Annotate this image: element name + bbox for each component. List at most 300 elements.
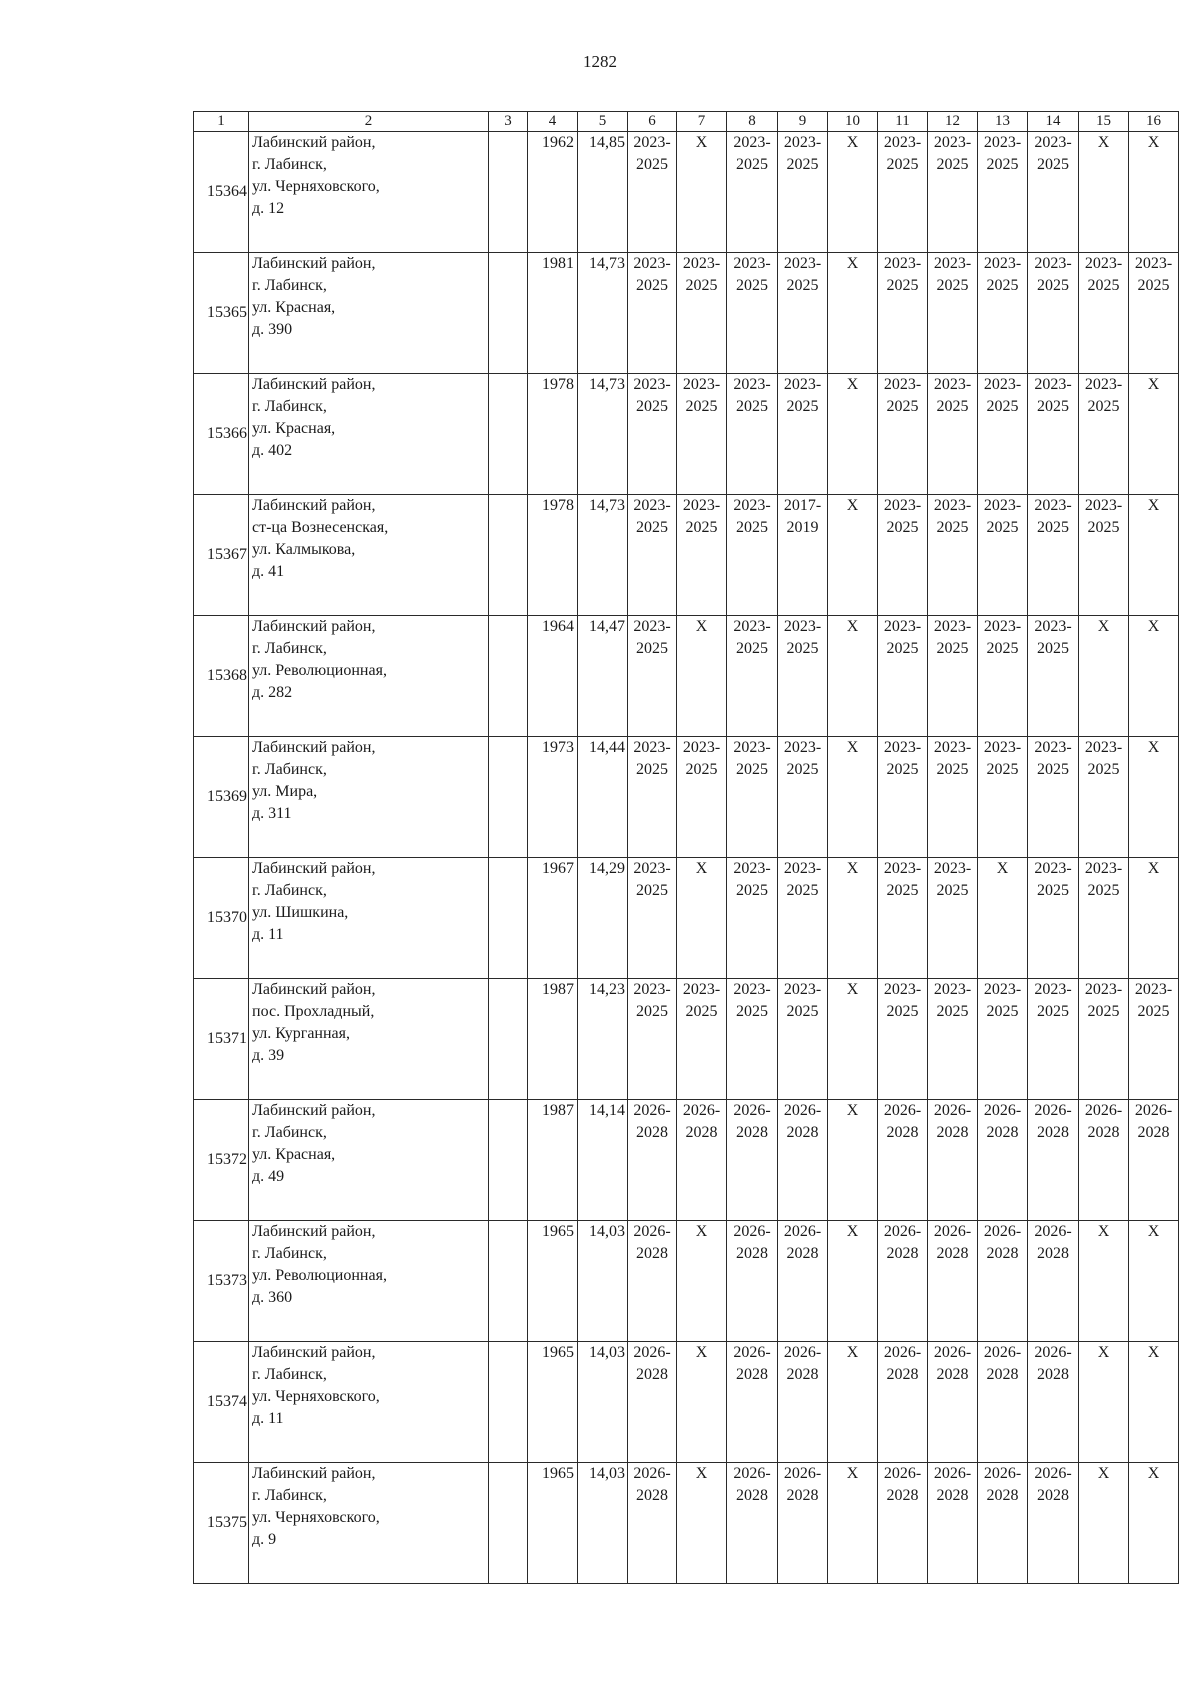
column-header: 2 xyxy=(249,112,489,132)
empty-cell xyxy=(489,1463,528,1584)
period-text: 2026- xyxy=(733,1344,771,1361)
period-cell xyxy=(1079,374,1129,495)
period-text: 2028 xyxy=(886,1366,919,1383)
period-cell xyxy=(1129,1463,1179,1584)
period-text: 2023- xyxy=(733,255,771,272)
address-cell xyxy=(249,1342,489,1463)
period-text: 2023- xyxy=(1084,497,1123,514)
period-cell xyxy=(778,1342,828,1463)
period-cell xyxy=(1079,737,1129,858)
period-text: 2025 xyxy=(936,761,969,778)
period-text: 2023- xyxy=(933,255,972,272)
period-cell xyxy=(677,495,727,616)
period-cell xyxy=(1129,979,1179,1100)
period-cell xyxy=(677,1100,727,1221)
period-text: 2025 xyxy=(936,398,969,415)
period-cell xyxy=(1028,1100,1079,1221)
period-text: 2023- xyxy=(733,497,771,514)
period-cell xyxy=(1079,616,1129,737)
period-cell xyxy=(1129,132,1179,253)
period-text: X xyxy=(846,860,859,877)
period-cell xyxy=(778,737,828,858)
period-text: 2023- xyxy=(1034,376,1072,393)
value-cell: 14,03 xyxy=(578,1463,628,1584)
period-text: 2025 xyxy=(736,1003,768,1020)
period-text: 2025 xyxy=(936,277,969,294)
period-text: 2025 xyxy=(685,277,718,294)
period-cell xyxy=(928,253,978,374)
period-text: 2028 xyxy=(936,1487,969,1504)
period-cell xyxy=(1129,1100,1179,1221)
period-text: X xyxy=(846,1465,859,1482)
period-cell xyxy=(677,858,727,979)
period-cell xyxy=(928,374,978,495)
period-text: 2023- xyxy=(733,981,771,998)
period-text: X xyxy=(695,1465,708,1482)
period-cell xyxy=(628,495,677,616)
period-text: 2025 xyxy=(1087,519,1120,536)
period-cell xyxy=(1028,1463,1079,1584)
period-cell xyxy=(928,132,978,253)
period-cell xyxy=(677,979,727,1100)
period-text: 2023- xyxy=(1134,255,1173,272)
period-cell xyxy=(778,979,828,1100)
column-header: 16 xyxy=(1129,112,1179,132)
period-cell xyxy=(828,858,878,979)
period-cell xyxy=(1079,979,1129,1100)
period-cell xyxy=(878,132,928,253)
period-text: 2028 xyxy=(1037,1366,1069,1383)
period-text: X xyxy=(846,255,859,272)
period-cell xyxy=(1079,1100,1129,1221)
period-cell xyxy=(1129,495,1179,616)
period-text: 2023- xyxy=(983,618,1022,635)
year-cell: 1973 xyxy=(528,737,578,858)
period-cell xyxy=(1129,616,1179,737)
period-text: 2023- xyxy=(883,981,922,998)
period-text: X xyxy=(1147,1223,1160,1240)
period-text: 2023- xyxy=(633,860,671,877)
page-number: 1282 xyxy=(583,52,617,71)
address-line: ул. Черняховского, xyxy=(252,1388,380,1405)
period-text: 2028 xyxy=(1037,1124,1069,1141)
period-text: 2026- xyxy=(783,1465,822,1482)
period-text: 2025 xyxy=(736,519,768,536)
address-line: пос. Прохладный, xyxy=(252,1003,375,1020)
address-line: Лабинский район, xyxy=(252,981,376,998)
period-text: X xyxy=(846,1344,859,1361)
period-text: 2025 xyxy=(736,156,768,173)
period-cell xyxy=(628,374,677,495)
period-text: 2023- xyxy=(933,497,972,514)
column-header: 5 xyxy=(578,112,628,132)
empty-cell xyxy=(489,979,528,1100)
period-text: 2023- xyxy=(883,376,922,393)
period-text: 2025 xyxy=(886,761,919,778)
column-header: 7 xyxy=(677,112,727,132)
period-text: 2023- xyxy=(983,739,1022,756)
period-cell xyxy=(928,737,978,858)
period-text: 2023- xyxy=(933,134,972,151)
period-text: 2023- xyxy=(733,376,771,393)
period-cell xyxy=(1079,495,1129,616)
column-header: 1 xyxy=(194,112,249,132)
empty-cell xyxy=(489,495,528,616)
row-number: 15364 xyxy=(194,132,249,253)
period-cell xyxy=(1079,858,1129,979)
row-number: 15374 xyxy=(194,1342,249,1463)
row-number: 15372 xyxy=(194,1100,249,1221)
address-line: д. 311 xyxy=(252,805,292,822)
period-cell xyxy=(828,616,878,737)
period-text: 2025 xyxy=(1037,761,1069,778)
period-text: 2025 xyxy=(1037,398,1069,415)
value-cell: 14,73 xyxy=(578,495,628,616)
period-text: 2028 xyxy=(986,1366,1019,1383)
value-cell: 14,44 xyxy=(578,737,628,858)
period-cell xyxy=(677,1221,727,1342)
period-text: 2023- xyxy=(633,739,671,756)
period-text: 2026- xyxy=(1134,1102,1173,1119)
period-text: X xyxy=(1147,134,1160,151)
period-cell xyxy=(1028,1221,1079,1342)
value-cell: 14,47 xyxy=(578,616,628,737)
period-text: 2023- xyxy=(682,376,721,393)
period-text: 2026- xyxy=(783,1102,822,1119)
table-row xyxy=(194,616,1179,737)
period-text: 2028 xyxy=(786,1245,819,1262)
period-text: X xyxy=(846,618,859,635)
address-line: Лабинский район, xyxy=(252,497,376,514)
period-text: 2028 xyxy=(786,1124,819,1141)
period-cell xyxy=(727,616,778,737)
period-text: 2023- xyxy=(633,981,671,998)
address-line: ул. Мира, xyxy=(252,783,318,800)
empty-cell xyxy=(489,1100,528,1221)
period-text: 2026- xyxy=(933,1102,972,1119)
address-line: г. Лабинск, xyxy=(252,761,327,778)
period-text: 2023- xyxy=(682,739,721,756)
year-cell: 1978 xyxy=(528,495,578,616)
period-text: 2026- xyxy=(983,1465,1022,1482)
period-text: 2025 xyxy=(1037,519,1069,536)
period-text: 2025 xyxy=(736,398,768,415)
period-text: X xyxy=(1097,134,1110,151)
period-text: 2025 xyxy=(986,156,1019,173)
period-text: 2025 xyxy=(936,882,969,899)
period-text: X xyxy=(695,134,708,151)
period-cell xyxy=(828,1463,878,1584)
period-text: X xyxy=(695,1344,708,1361)
period-text: 2025 xyxy=(685,398,718,415)
period-cell xyxy=(828,374,878,495)
address-line: д. 360 xyxy=(252,1289,293,1306)
period-text: 2025 xyxy=(636,398,668,415)
address-line: д. 282 xyxy=(252,684,293,701)
period-text: 2025 xyxy=(986,398,1019,415)
period-text: 2026- xyxy=(883,1344,922,1361)
period-cell xyxy=(978,858,1028,979)
period-cell xyxy=(1028,858,1079,979)
address-line: ул. Черняховского, xyxy=(252,178,380,195)
period-text: 2023- xyxy=(933,981,972,998)
period-cell xyxy=(828,1221,878,1342)
period-text: 2025 xyxy=(986,277,1019,294)
period-text: 2023- xyxy=(933,860,972,877)
period-cell xyxy=(1028,979,1079,1100)
table-row xyxy=(194,1342,1179,1463)
period-text: 2025 xyxy=(636,519,668,536)
period-text: 2026- xyxy=(933,1465,972,1482)
period-cell xyxy=(878,616,928,737)
period-text: 2023- xyxy=(983,981,1022,998)
address-line: г. Лабинск, xyxy=(252,882,327,899)
period-text: 2026- xyxy=(1034,1223,1072,1240)
address-line: Лабинский район, xyxy=(252,376,376,393)
period-cell xyxy=(878,1221,928,1342)
period-text: X xyxy=(1147,860,1160,877)
period-text: 2023- xyxy=(1084,739,1123,756)
period-text: X xyxy=(1147,376,1160,393)
address-cell xyxy=(249,616,489,737)
period-text: 2023- xyxy=(783,860,822,877)
period-text: 2023- xyxy=(1034,981,1072,998)
address-line: д. 41 xyxy=(252,563,285,580)
period-text: 2023- xyxy=(933,618,972,635)
period-cell xyxy=(628,253,677,374)
period-cell xyxy=(928,858,978,979)
period-cell xyxy=(978,1463,1028,1584)
period-text: 2023- xyxy=(633,376,671,393)
address-cell xyxy=(249,374,489,495)
address-line: г. Лабинск, xyxy=(252,277,327,294)
period-cell xyxy=(778,132,828,253)
table-row xyxy=(194,858,1179,979)
column-header: 11 xyxy=(878,112,928,132)
period-cell xyxy=(628,616,677,737)
period-text: 2023- xyxy=(983,134,1022,151)
period-text: 2023- xyxy=(1034,618,1072,635)
period-text: 2025 xyxy=(1037,156,1069,173)
housing-schedule-table xyxy=(193,111,1179,1584)
address-line: г. Лабинск, xyxy=(252,1245,327,1262)
period-text: 2026- xyxy=(933,1344,972,1361)
period-text: X xyxy=(1097,1344,1110,1361)
period-text: 2023- xyxy=(1034,739,1072,756)
address-line: ул. Черняховского, xyxy=(252,1509,380,1526)
period-cell xyxy=(1028,616,1079,737)
period-text: 2023- xyxy=(883,134,922,151)
address-line: д. 390 xyxy=(252,321,293,338)
period-cell xyxy=(828,132,878,253)
period-text: 2028 xyxy=(636,1487,668,1504)
period-cell xyxy=(878,374,928,495)
period-text: 2023- xyxy=(783,376,822,393)
period-text: 2023- xyxy=(1034,497,1072,514)
period-text: 2028 xyxy=(886,1487,919,1504)
row-number: 15368 xyxy=(194,616,249,737)
period-text: 2023- xyxy=(983,376,1022,393)
period-text: X xyxy=(996,860,1009,877)
period-text: 2023- xyxy=(783,618,822,635)
table-row xyxy=(194,1221,1179,1342)
period-cell xyxy=(828,253,878,374)
year-cell: 1978 xyxy=(528,374,578,495)
row-number: 15371 xyxy=(194,979,249,1100)
period-text: 2025 xyxy=(1087,882,1120,899)
table-row xyxy=(194,374,1179,495)
period-cell xyxy=(1079,253,1129,374)
period-cell xyxy=(778,616,828,737)
column-header: 9 xyxy=(778,112,828,132)
period-text: 2023- xyxy=(783,255,822,272)
period-text: 2026- xyxy=(733,1102,771,1119)
column-header: 3 xyxy=(489,112,528,132)
period-text: 2023- xyxy=(883,255,922,272)
period-text: 2025 xyxy=(886,156,919,173)
period-cell xyxy=(1028,374,1079,495)
period-text: 2026- xyxy=(883,1465,922,1482)
period-cell xyxy=(1079,1221,1129,1342)
period-text: 2025 xyxy=(936,519,969,536)
period-text: 2023- xyxy=(633,618,671,635)
period-cell xyxy=(778,1100,828,1221)
period-text: 2026- xyxy=(883,1102,922,1119)
period-text: 2023- xyxy=(1084,860,1123,877)
empty-cell xyxy=(489,1221,528,1342)
period-text: 2028 xyxy=(636,1124,668,1141)
address-line: Лабинский район, xyxy=(252,1344,376,1361)
value-cell: 14,23 xyxy=(578,979,628,1100)
period-cell xyxy=(727,374,778,495)
address-line: ул. Революционная, xyxy=(252,662,387,679)
period-text: 2025 xyxy=(736,277,768,294)
period-text: 2026- xyxy=(783,1344,822,1361)
period-cell xyxy=(828,1100,878,1221)
value-cell: 14,03 xyxy=(578,1221,628,1342)
period-text: X xyxy=(695,618,708,635)
period-cell xyxy=(928,495,978,616)
period-cell xyxy=(628,1342,677,1463)
period-text: 2025 xyxy=(636,156,668,173)
period-text: X xyxy=(846,134,859,151)
year-cell: 1962 xyxy=(528,132,578,253)
period-text: 2025 xyxy=(886,882,919,899)
period-cell xyxy=(928,616,978,737)
period-cell xyxy=(628,858,677,979)
period-text: 2023- xyxy=(883,860,922,877)
period-cell xyxy=(978,132,1028,253)
period-text: 2028 xyxy=(986,1124,1019,1141)
period-text: 2025 xyxy=(786,882,819,899)
period-text: 2023- xyxy=(1034,134,1072,151)
period-text: X xyxy=(1147,739,1160,756)
period-text: 2028 xyxy=(936,1245,969,1262)
period-text: 2028 xyxy=(786,1487,819,1504)
period-cell xyxy=(727,495,778,616)
period-text: 2025 xyxy=(936,640,969,657)
period-text: 2028 xyxy=(936,1366,969,1383)
period-text: 2025 xyxy=(786,761,819,778)
period-text: 2025 xyxy=(1137,1003,1170,1020)
address-line: ст-ца Вознесенская, xyxy=(252,519,389,536)
period-text: 2026- xyxy=(733,1465,771,1482)
row-number: 15369 xyxy=(194,737,249,858)
period-text: X xyxy=(846,1102,859,1119)
period-cell xyxy=(928,1100,978,1221)
period-text: X xyxy=(695,860,708,877)
address-line: ул. Калмыкова, xyxy=(252,541,356,558)
period-text: 2025 xyxy=(1037,882,1069,899)
period-text: 2028 xyxy=(986,1487,1019,1504)
period-text: 2025 xyxy=(786,1003,819,1020)
period-cell xyxy=(628,1463,677,1584)
period-cell xyxy=(978,979,1028,1100)
period-text: 2026- xyxy=(783,1223,822,1240)
period-cell xyxy=(727,1342,778,1463)
period-text: 2028 xyxy=(886,1124,919,1141)
address-line: г. Лабинск, xyxy=(252,1487,327,1504)
empty-cell xyxy=(489,253,528,374)
period-cell xyxy=(978,1221,1028,1342)
period-text: 2023- xyxy=(983,497,1022,514)
row-number: 15366 xyxy=(194,374,249,495)
period-cell xyxy=(928,1463,978,1584)
period-text: 2026- xyxy=(633,1465,671,1482)
period-text: 2025 xyxy=(1087,1003,1120,1020)
address-line: д. 49 xyxy=(252,1168,285,1185)
address-line: ул. Революционная, xyxy=(252,1267,387,1284)
address-line: Лабинский район, xyxy=(252,618,376,635)
period-text: 2023- xyxy=(933,376,972,393)
period-text: 2023- xyxy=(783,134,822,151)
period-text: X xyxy=(1147,1344,1160,1361)
period-cell xyxy=(677,374,727,495)
period-cell xyxy=(978,737,1028,858)
period-text: 2025 xyxy=(636,882,668,899)
year-cell: 1981 xyxy=(528,253,578,374)
period-cell xyxy=(1079,1342,1129,1463)
period-cell xyxy=(878,979,928,1100)
period-text: 2025 xyxy=(986,519,1019,536)
empty-cell xyxy=(489,616,528,737)
period-cell xyxy=(878,737,928,858)
period-cell xyxy=(628,1100,677,1221)
period-text: 2028 xyxy=(736,1487,768,1504)
address-line: г. Лабинск, xyxy=(252,1124,327,1141)
value-cell: 14,03 xyxy=(578,1342,628,1463)
period-cell xyxy=(628,979,677,1100)
period-text: 2025 xyxy=(986,640,1019,657)
period-text: 2023- xyxy=(933,739,972,756)
period-text: X xyxy=(1147,1465,1160,1482)
period-cell xyxy=(978,1100,1028,1221)
period-cell xyxy=(727,1221,778,1342)
period-cell xyxy=(978,495,1028,616)
period-text: 2023- xyxy=(633,497,671,514)
period-cell xyxy=(727,737,778,858)
period-text: X xyxy=(846,1223,859,1240)
address-line: ул. Красная, xyxy=(252,420,336,437)
address-line: Лабинский район, xyxy=(252,1102,376,1119)
period-cell xyxy=(978,374,1028,495)
period-text: 2025 xyxy=(736,640,768,657)
period-text: 2028 xyxy=(1137,1124,1170,1141)
period-text: 2026- xyxy=(633,1102,671,1119)
period-text: 2028 xyxy=(886,1245,919,1262)
period-text: 2023- xyxy=(1034,860,1072,877)
period-text: 2023- xyxy=(1134,981,1173,998)
